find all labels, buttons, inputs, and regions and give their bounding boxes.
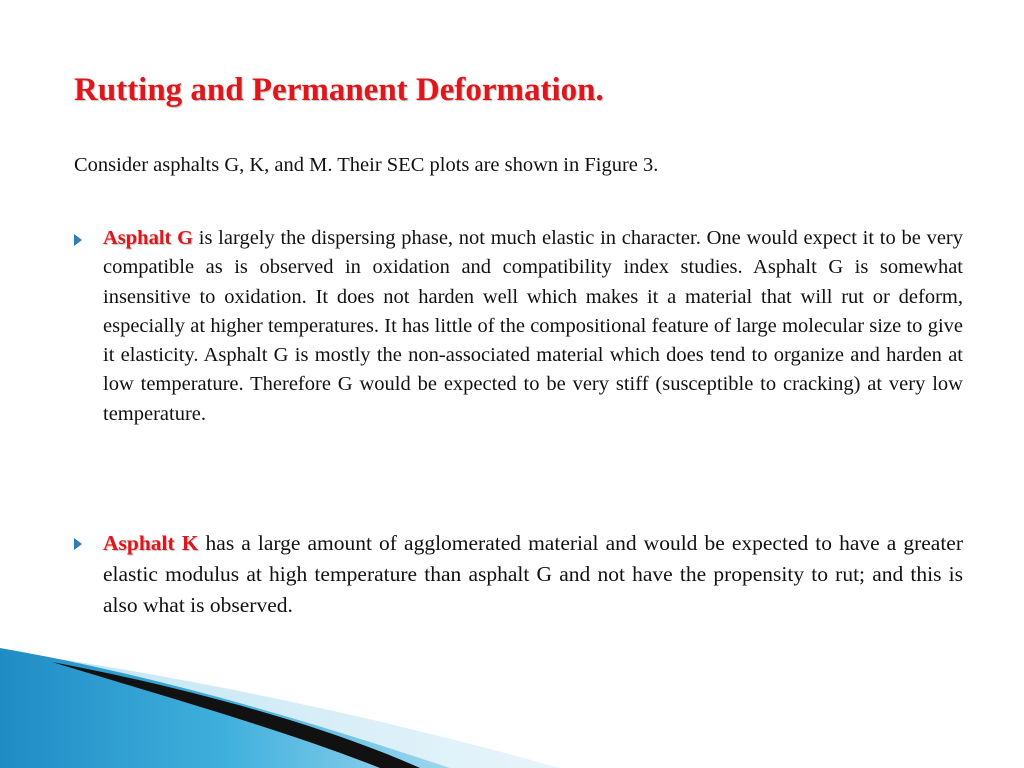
- bullet-lead: Asphalt K: [103, 531, 199, 555]
- bullet-paragraph: [103, 224, 963, 429]
- triangle-bullet-icon: [74, 234, 82, 246]
- bullet-body: is largely the dispersing phase, not much elastic in character. One would expect it to be very compatible as is observed in oxidation and compatibility index studies. Asphalt G is somewhat insensitive to oxidation. It does not harden well which makes it a material that will rut or deform, especially at higher temperatures. It has little of the compositional feature of large molecular size to give it elasticity. Asphalt G is mostly the non-associated material which does tend to organize and harden at low temperature. Therefore G would be expected to be very stiff (susceptible to cracking) at very low temperature.: [103, 227, 963, 425]
- bullet-item-asphalt-g: [74, 224, 963, 429]
- slide-title: Rutting and Permanent Deformation.: [74, 72, 604, 108]
- bullet-paragraph: [103, 528, 963, 620]
- swoosh-blue-band: [0, 648, 450, 768]
- triangle-bullet-icon: [74, 538, 82, 550]
- swoosh-dark-band: [52, 662, 420, 768]
- bullet-item-asphalt-k: [74, 528, 963, 620]
- bullet-lead: Asphalt G: [103, 227, 194, 249]
- bullet-body: has a large amount of agglomerated material and would be expected to have a greater elastic modulus at high temperature than asphalt G and not have the propensity to rut; and this is also what is observed.: [103, 531, 963, 617]
- intro-text: Consider asphalts G, K, and M. Their SEC plots are shown in Figure 3.: [74, 154, 659, 176]
- swoosh-pale-band: [0, 650, 560, 768]
